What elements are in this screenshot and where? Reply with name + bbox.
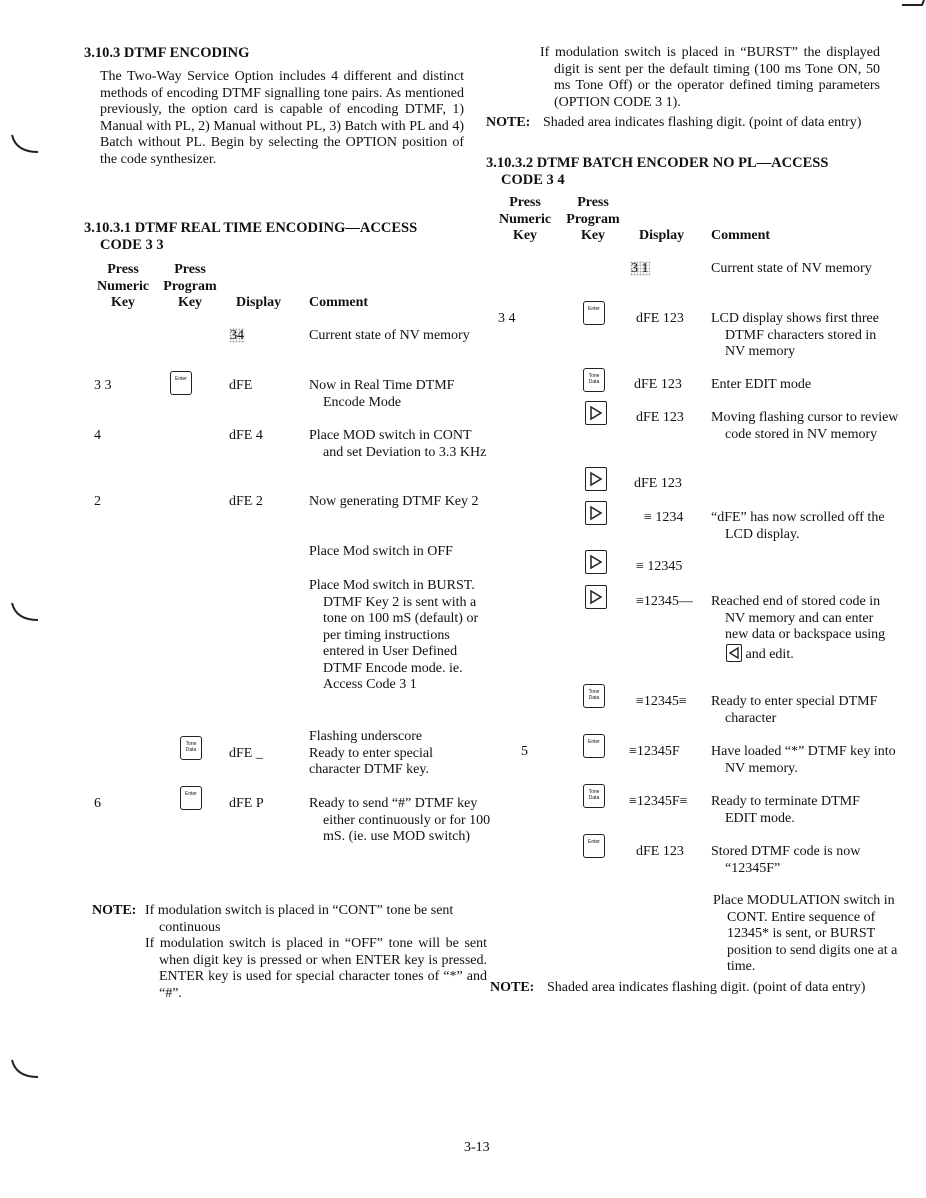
- display-value: ≡ 1234: [644, 510, 684, 525]
- column-header-numeric-key: Press Numeric Key: [96, 262, 150, 310]
- numeric-key-value: 2: [94, 494, 101, 509]
- note-text: Shaded area indicates flashing digit. (point of data entry): [543, 115, 862, 130]
- display-value: 3 1: [631, 261, 649, 276]
- numeric-key-value: 3 4: [498, 311, 516, 326]
- enter-key-icon: Enter: [180, 786, 202, 810]
- comment-text: Have loaded “*” DTMF key into NV memory.: [711, 744, 896, 776]
- column-header-numeric-key: Press Numeric Key: [498, 195, 552, 243]
- comment-text: Place Mod switch in BURST. DTMF Key 2 is sent with a tone on 100 mS (default) or per timing instructions entered in User Defined DTMF Encode mode. ie. Access Code 3 1: [309, 578, 479, 692]
- display-value: dFE 123: [636, 844, 684, 859]
- numeric-key-value: 5: [521, 744, 528, 759]
- comment-text: “dFE” has now scrolled off the LCD display.: [711, 510, 885, 542]
- comment-text: Ready to enter special DTMF character: [711, 694, 878, 726]
- comment-text: Now in Real Time DTMF Encode Mode: [309, 378, 455, 410]
- page-number: 3-13: [464, 1140, 490, 1155]
- right-arrow-key-icon: [585, 550, 607, 574]
- display-value: ≡12345F: [629, 744, 680, 759]
- display-value: dFE: [229, 378, 253, 393]
- note-label: NOTE:: [486, 115, 531, 130]
- tone-data-key-icon: Tone Data: [583, 784, 605, 808]
- display-value: dFE 123: [634, 377, 682, 392]
- comment-text: Reached end of stored code in NV memory and can enter new data or backspace using and edit.: [711, 594, 886, 662]
- section-heading-batch-code: CODE 3 4: [501, 172, 565, 188]
- display-value: dFE 123: [636, 410, 684, 425]
- numeric-key-value: 3 3: [94, 378, 112, 393]
- comment-text: Ready to send “#” DTMF key either continuously or for 100 mS. (ie. use MOD switch): [309, 796, 491, 844]
- right-arrow-key-icon: [585, 467, 607, 491]
- comment-text: Place MODULATION switch in CONT. Entire sequence of 12345* is sent, or BURST position to send digits one at a time.: [713, 893, 898, 974]
- comment-text: Flashing underscore Ready to enter special character DTMF key.: [309, 729, 434, 777]
- comment-text: Place MOD switch in CONT and set Deviation to 3.3 KHz: [309, 428, 487, 460]
- comment-text: Enter EDIT mode: [711, 377, 812, 392]
- tone-data-key-icon: Tone Data: [583, 684, 605, 708]
- bracket-mark: [10, 130, 40, 160]
- burst-paragraph: If modulation switch is placed in “BURST” the displayed digit is sent per the default timing (100 ms Tone ON, 50 ms Tone Off) or the operator defined timing parameters (OPTION CODE 3 1).: [540, 45, 880, 110]
- section-heading-batch: 3.10.3.2 DTMF BATCH ENCODER NO PL—ACCESS: [486, 155, 829, 171]
- note-text: If modulation switch is placed in “OFF” tone will be sent when digit key is pressed or when ENTER key is pressed. ENTER key is used for special character tones of “*” and “#”.: [145, 936, 487, 1001]
- column-header-program-key: Press Program Key: [163, 262, 217, 310]
- comment-text: Stored DTMF code is now “12345F”: [711, 844, 861, 876]
- comment-text: Current state of NV memory: [309, 328, 470, 343]
- display-value: ≡12345F≡: [629, 794, 688, 809]
- display-value: 34: [230, 328, 244, 343]
- right-arrow-key-icon: [585, 585, 607, 609]
- left-arrow-key-icon: [726, 644, 742, 662]
- enter-key-icon: Enter: [583, 834, 605, 858]
- enter-key-icon: Enter: [583, 734, 605, 758]
- display-value: ≡12345—: [636, 594, 693, 609]
- comment-text: Current state of NV memory: [711, 261, 872, 276]
- corner-mark: [902, 0, 926, 12]
- display-value: ≡ 12345: [636, 559, 683, 574]
- enter-key-icon: Enter: [583, 301, 605, 325]
- bracket-mark: [10, 1055, 40, 1085]
- column-header-program-key: Press Program Key: [566, 195, 620, 243]
- note-text: Shaded area indicates flashing digit. (point of data entry): [547, 980, 866, 995]
- column-header-display: Display: [236, 295, 282, 310]
- bracket-mark: [10, 598, 40, 628]
- display-value: dFE 4: [229, 428, 263, 443]
- section-heading-realtime: 3.10.3.1 DTMF REAL TIME ENCODING—ACCESS: [84, 220, 418, 236]
- tone-data-key-icon: Tone Data: [180, 736, 202, 760]
- column-header-display: Display: [639, 228, 685, 243]
- tone-data-key-icon: Tone Data: [583, 368, 605, 392]
- display-value: dFE _: [229, 746, 263, 761]
- column-header-comment: Comment: [309, 295, 369, 310]
- comment-text: LCD display shows first three DTMF characters stored in NV memory: [711, 311, 879, 359]
- right-arrow-key-icon: [585, 501, 607, 525]
- display-value: ≡12345≡: [636, 694, 687, 709]
- display-value: dFE 123: [636, 311, 684, 326]
- numeric-key-value: 6: [94, 796, 101, 811]
- column-header-comment: Comment: [711, 228, 771, 243]
- enter-key-icon: Enter: [170, 371, 192, 395]
- display-value: dFE P: [229, 796, 264, 811]
- display-value: dFE 123: [634, 476, 682, 491]
- comment-text: Now generating DTMF Key 2: [309, 494, 479, 509]
- section-heading-dtmf-encoding: 3.10.3 DTMF ENCODING: [84, 45, 250, 61]
- right-arrow-key-icon: [585, 401, 607, 425]
- note-text: If modulation switch is placed in “CONT” tone be sent continuous: [145, 903, 454, 935]
- display-value: dFE 2: [229, 494, 263, 509]
- comment-text: Moving flashing cursor to review code stored in NV memory: [711, 410, 899, 442]
- intro-paragraph: The Two-Way Service Option includes 4 different and distinct methods of encoding DTMF signalling tone pairs. As mentioned previously, the option card is capable of encoding DTMF, 1) Manual with PL, 2) Manual without PL, 3) Batch with PL and 4) Batch without PL. Begin by selecting the OPTION position of the code synthesizer.: [100, 69, 464, 167]
- comment-text: Place Mod switch in OFF: [309, 544, 453, 559]
- note-label: NOTE:: [92, 903, 137, 918]
- comment-text: Ready to terminate DTMF EDIT mode.: [711, 794, 860, 826]
- note-label: NOTE:: [490, 980, 535, 995]
- numeric-key-value: 4: [94, 428, 101, 443]
- section-heading-realtime-code: CODE 3 3: [100, 237, 164, 253]
